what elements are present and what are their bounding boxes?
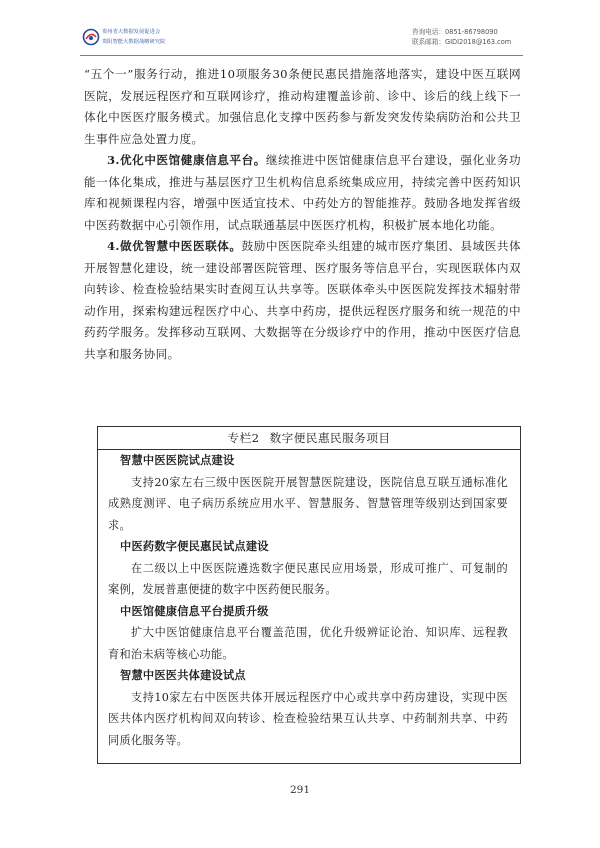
feature-box-heading: 数字便民惠民服务项目	[269, 431, 391, 445]
contact-phone: 咨询电话：0851-86798090	[412, 28, 498, 36]
organization-logo	[82, 26, 202, 52]
page-header	[0, 0, 600, 60]
item-4-paragraph	[84, 236, 521, 365]
item-3-paragraph	[84, 150, 521, 236]
header-divider	[80, 55, 523, 56]
feature-box-title	[98, 427, 520, 450]
logo-line-2: 贵阳智能大数据战略研究院	[102, 39, 166, 45]
box-item-text: 支持10家左右中医医共体开展远程医疗中心或共享中药房建设，实现中医医共体内医疗机构间双向转诊、检查检验结果互认共享、中药制剂共享、中药同质化服务等。	[108, 690, 508, 747]
box-item-text: 在二级以上中医医院遴选数字便民惠民应用场景，形成可推广、可复制的案例，发展普惠便捷的数字中医药便民服务。	[108, 561, 508, 596]
feature-box	[97, 426, 521, 764]
logo-line-1: 贵州省大数据发展促进会	[102, 29, 161, 35]
item-4-title: 4.做优智慧中医医联体。	[107, 239, 242, 253]
item-3-text: 继续推进中医馆健康信息平台建设，强化业务功能一体化集成，推进与基层医疗卫生机构信息系统集成应用，持续完善中医药知识库和视频课程内容，增强中医适宜技术、中药处方的智能推荐。鼓励各地发挥省级中医药数据中心引领作用，试点联通基层中医医疗机构，积极扩展本地化功能。	[84, 153, 521, 232]
box-item-heading: 中医药数字便民惠民试点建设	[120, 539, 269, 553]
logo-mark-icon	[82, 28, 100, 46]
item-4-text: 鼓励中医医院牵头组建的城市医疗集团、县域医共体开展智慧化建设，统一建设部署医院管理、医疗服务等信息平台，实现医联体内双向转诊、检查检验结果实时查阅互认共享等。医联体牵头中医医院发挥技术辐射带动作用，探索构建远程医疗中心、共享中药房，提供远程医疗服务和统一规范的中药药学服务。发挥移动互联网、大数据等在分级诊疗中的作用，推动中医医疗信息共享和服务协同。	[84, 239, 521, 361]
box-item-heading: 中医馆健康信息平台提质升级	[120, 603, 269, 618]
box-item-text: 扩大中医馆健康信息平台覆盖范围，优化升级辨证论治、知识库、远程教育和治未病等核心功能。	[108, 626, 508, 661]
main-body	[84, 64, 521, 365]
contact-info	[412, 27, 511, 47]
contact-email: 联系邮箱：GIDI2018@163.com	[412, 38, 512, 46]
intro-paragraph: “五个一”服务行动，推进10项服务30条便民惠民措施落地落实，建设中医互联网医院，发展远程医疗和互联网诊疗，推动构建覆盖诊前、诊中、诊后的线上线下一体化中医医疗服务模式。加强信息化支撑中医药参与新发突发传染病防治和公共卫生事件应急处置力度。	[84, 67, 521, 146]
box-item-heading: 智慧中医医共体建设试点	[120, 668, 246, 682]
item-3-title: 3.优化中医馆健康信息平台。	[107, 153, 266, 167]
feature-box-body	[98, 450, 520, 751]
box-item-text: 支持20家左右三级中医医院开展智慧医院建设，医院信息互联互通标准化成熟度测评、电子病历系统应用水平、智慧服务、智慧管理等级别达到国家要求。	[108, 475, 508, 532]
box-item-heading: 智慧中医医院试点建设	[120, 453, 235, 467]
feature-box-label: 专栏2	[227, 431, 260, 445]
page-number: 291	[289, 784, 311, 796]
